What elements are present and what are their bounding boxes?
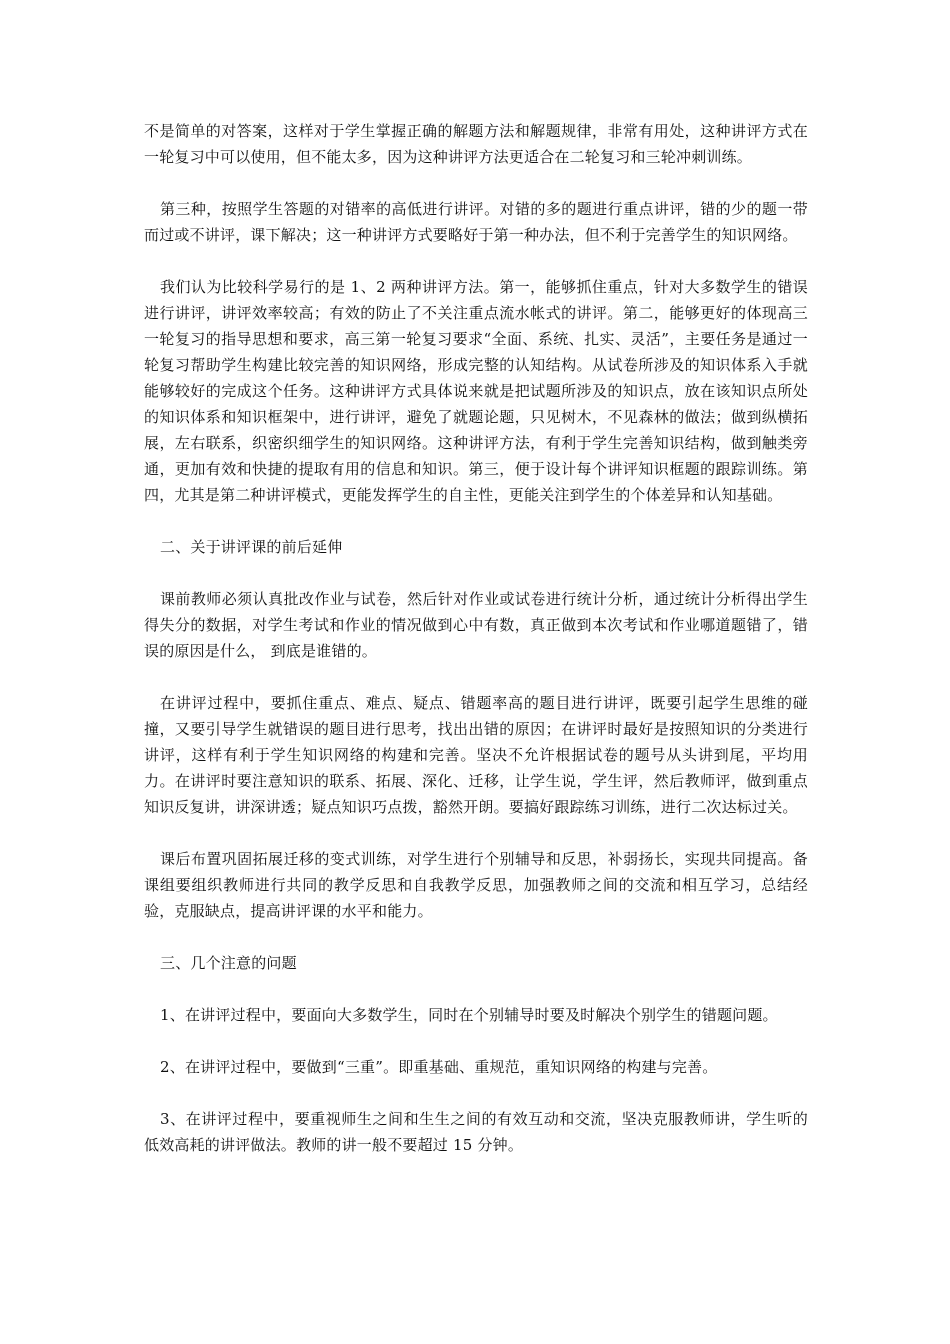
paragraph-third-method: 第三种，按照学生答题的对错率的高低进行讲评。对错的多的题进行重点讲评，错的少的题一带而过或不讲评，课下解决；这一种讲评方式要略好于第一种办法，但不利于完善学生的知识网络。 bbox=[144, 200, 808, 244]
document-page bbox=[144, 118, 808, 1184]
note-item-1: 1、在讲评过程中，要面向大多数学生，同时在个别辅导时要及时解决个别学生的错题问题。 bbox=[160, 1006, 778, 1024]
section-heading-notes: 三、几个注意的问题 bbox=[160, 954, 297, 972]
section-heading-extension: 二、关于讲评课的前后延伸 bbox=[160, 538, 343, 556]
paragraph-recommended-methods: 我们认为比较科学易行的是 1、2 两种讲评方法。第一，能够抓住重点，针对大多数学生的错误进行讲评，讲评效率较高；有效的防止了不关注重点流水帐式的讲评。第二，能够更好的体现高三一轮复习的指导思想和要求，高三第一轮复习要求“全面、系统、扎实、灵活”，主要任务是通过一轮复习帮助学生构建比较完善的知识网络，形成完整的认知结构。从试卷所涉及的知识体系入手就能够较好的完成这个任务。这种讲评方式具体说来就是把试题所涉及的知识点，放在该知识点所处的知识体系和知识框架中，进行讲评，避免了就题论题，只见树木，不见森林的做法；做到纵横拓展，左右联系，织密织细学生的知识网络。这种讲评方法，有利于学生完善知识结构，做到触类旁通，更加有效和快捷的提取有用的信息和知识。第三，便于设计每个讲评知识框题的跟踪训练。第四，尤其是第二种讲评模式，更能发挥学生的自主性，更能关注到学生的个体差异和认知基础。 bbox=[144, 278, 808, 504]
paragraph-before-class: 课前教师必须认真批改作业与试卷，然后针对作业或试卷进行统计分析，通过统计分析得出学生得失分的数据，对学生考试和作业的情况做到心中有数，真正做到本次考试和作业哪道题错了，错误的原因是什么， 到底是谁错的。 bbox=[144, 590, 808, 660]
paragraph-during-review: 在讲评过程中，要抓住重点、难点、疑点、错题率高的题目进行讲评，既要引起学生思维的碰撞，又要引导学生就错误的题目进行思考，找出出错的原因；在讲评时最好是按照知识的分类进行讲评，这样有利于学生知识网络的构建和完善。坚决不允许根据试卷的题号从头讲到尾，平均用力。在讲评时要注意知识的联系、拓展、深化、迁移，让学生说，学生评，然后教师评，做到重点知识反复讲，讲深讲透；疑点知识巧点拨，豁然开朗。要搞好跟踪练习训练，进行二次达标过关。 bbox=[144, 694, 808, 816]
paragraph-after-class: 课后布置巩固拓展迁移的变式训练，对学生进行个别辅导和反思，补弱扬长，实现共同提高。备课组要组织教师进行共同的教学反思和自我教学反思，加强教师之间的交流和相互学习，总结经验，克服缺点，提高讲评课的水平和能力。 bbox=[144, 850, 808, 920]
note-item-3: 3、在讲评过程中，要重视师生之间和生生之间的有效互动和交流，坚决克服教师讲，学生听的低效高耗的讲评做法。教师的讲一般不要超过 15 分钟。 bbox=[144, 1110, 808, 1154]
paragraph-answer-checking: 不是简单的对答案，这样对于学生掌握正确的解题方法和解题规律，非常有用处，这种讲评方式在一轮复习中可以使用，但不能太多，因为这种讲评方法更适合在二轮复习和三轮冲刺训练。 bbox=[144, 122, 808, 166]
note-item-2: 2、在讲评过程中，要做到“三重”。即重基础、重规范，重知识网络的构建与完善。 bbox=[160, 1058, 718, 1076]
